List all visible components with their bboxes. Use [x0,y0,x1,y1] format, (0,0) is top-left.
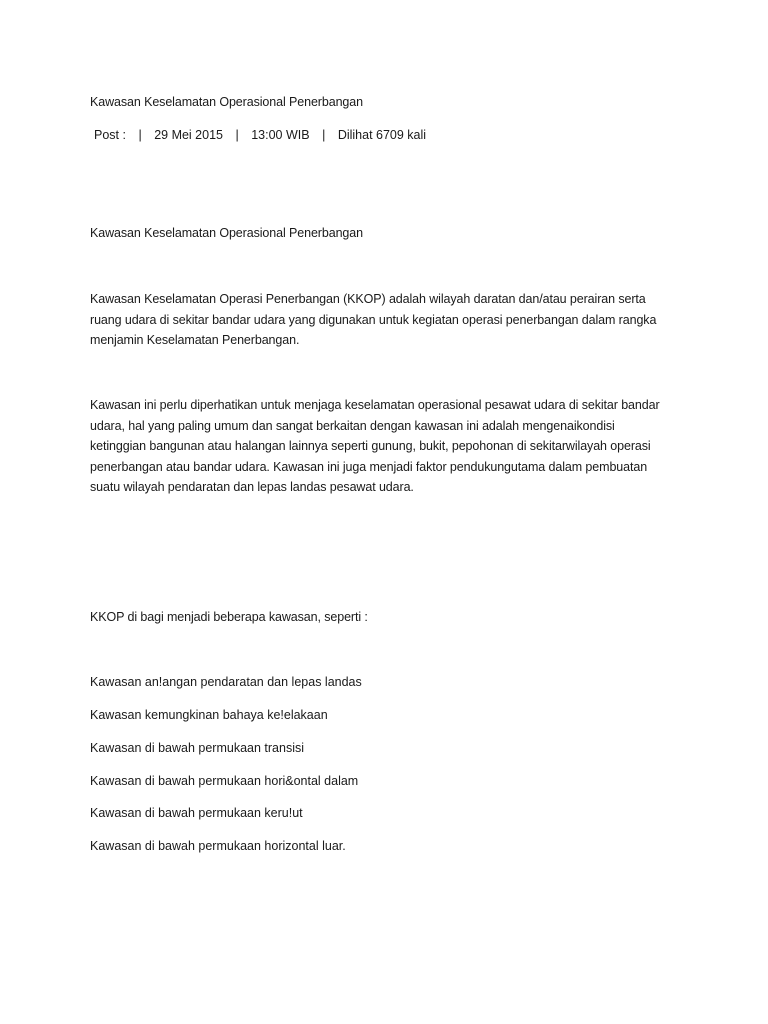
meta-separator: | [322,128,326,142]
article-subtitle: Kawasan Keselamatan Operasional Penerbangan [90,226,363,240]
meta-separator: | [235,128,239,142]
paragraph-line: ruang udara di sekitar bandar udara yang digunakan untuk kegiatan operasi penerbangan dalam rangka [90,312,657,327]
article-title: Kawasan Keselamatan Operasional Penerbangan [90,95,363,109]
list-item: Kawasan di bawah permukaan hori&ontal dalam [90,774,359,788]
list-item: Kawasan di bawah permukaan horizontal luar. [90,839,346,853]
view-count: Dilihat 6709 kali [337,128,427,142]
post-date: 29 Mei 2015 [154,128,223,142]
list-item: Kawasan an!angan pendaratan dan lepas landas [90,675,362,689]
paragraph-line: Kawasan Keselamatan Operasi Penerbangan (KKOP) adalah wilayah daratan dan/atau perairan serta [90,292,646,306]
paragraph-line: suatu wilayah pendaratan dan lepas landas pesawat udara. [90,480,414,494]
paragraph-line: menjamin Keselamatan Penerbangan. [90,333,300,347]
list-item: Kawasan kemungkinan bahaya ke!elakaan [90,708,328,722]
paragraph-line: ketinggian bangunan atau halangan lainnya seperti gunung, bukit, pepohonan di sekitarwilayah operasi [90,439,651,453]
post-label: Post : [94,128,126,142]
paragraph-importance [90,395,690,498]
list-item: Kawasan di bawah permukaan transisi [90,741,305,755]
paragraph-definition [90,289,690,351]
post-time: 13:00 WIB [251,128,310,142]
list-item: Kawasan di bawah permukaan keru!ut [90,806,303,820]
paragraph-line: penerbangan atau bandar udara. Kawasan ini juga menjadi faktor pendukungutama dalam pembuatan [90,459,648,474]
list-intro: KKOP di bagi menjadi beberapa kawasan, seperti : [90,610,368,624]
article-meta [94,128,426,143]
meta-separator: | [138,128,142,142]
paragraph-line: Kawasan ini perlu diperhatikan untuk menjaga keselamatan operasional pesawat udara di sekitar bandar [90,398,660,412]
paragraph-line: udara, hal yang paling umum dan sangat berkaitan dengan kawasan ini adalah mengenaikondisi [90,418,615,433]
